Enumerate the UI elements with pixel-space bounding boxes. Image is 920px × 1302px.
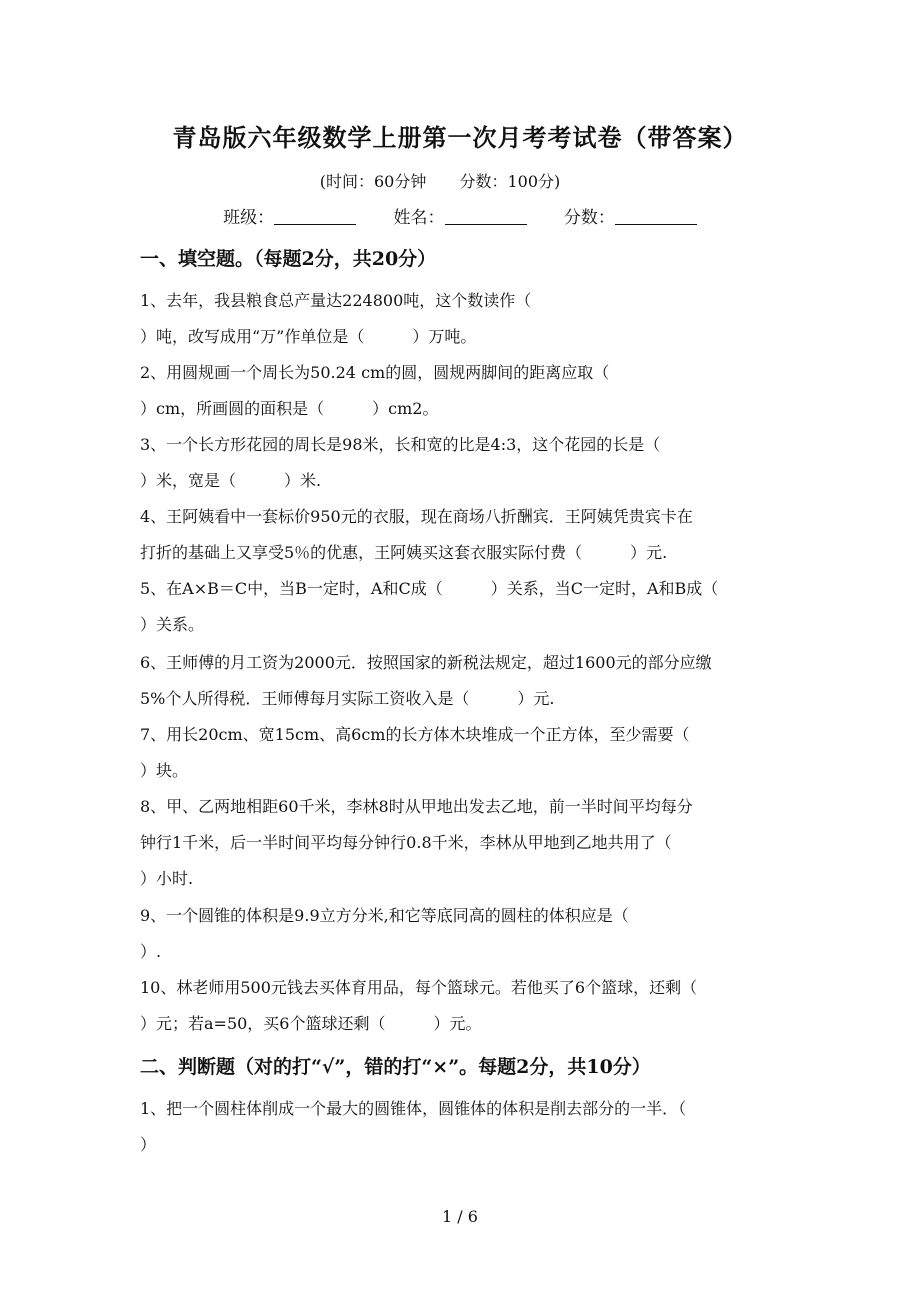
question-line: 9、一个圆锥的体积是9.9立方分米,和它等底同高的圆柱的体积应是（ <box>140 906 629 925</box>
name-field <box>394 203 527 228</box>
question-line: ）吨，改写成用“万”作单位是（ ）万吨。 <box>140 327 477 346</box>
class-label: 班级： <box>223 208 275 228</box>
question-line: 打折的基础上又享受5％的优惠，王阿姨买这套衣服实际付费（ ）元. <box>140 543 668 562</box>
score-info: 分数：100分) <box>459 172 561 191</box>
question-line: 7、用长20cm、宽15cm、高6cm的长方体木块堆成一个正方体，至少需要（ <box>140 725 690 744</box>
question-line: 钟行1千米，后一半时间平均每分钟行0.8千米，李林从甲地到乙地共用了（ <box>140 833 672 852</box>
question-line: 1、去年，我县粮食总产量达224800吨，这个数读作（ <box>140 291 532 310</box>
time-info: (时间：60分钟 <box>319 172 427 191</box>
student-info-row <box>0 203 920 228</box>
score-label: 分数： <box>563 208 615 228</box>
name-label: 姓名： <box>393 208 445 228</box>
exam-title: 青岛版六年级数学上册第一次月考考试卷（带答案） <box>172 123 748 152</box>
section1-heading: 一、填空题。（每题2分，共20分） <box>140 248 437 270</box>
question-line: 2、用圆规画一个周长为50.24 cm的圆，圆规两脚间的距离应取（ <box>140 363 610 382</box>
question-line: 1、把一个圆柱体削成一个最大的圆锥体，圆锥体的体积是削去部分的一半．（ <box>140 1099 687 1118</box>
question-line: ） <box>140 1135 157 1154</box>
exam-subtitle <box>0 169 880 192</box>
class-field <box>223 203 356 228</box>
question-line: ）元；若a=50，买6个篮球还剩（ ）元。 <box>140 1014 482 1033</box>
question-line: 5、在A×B＝C中，当B一定时，A和C成（ ）关系，当C一定时，A和B成（ <box>140 579 719 598</box>
question-line: ）块。 <box>140 761 189 780</box>
question-line: ）小时. <box>140 869 194 888</box>
question-line: ）cm，所画圆的面积是（ ）cm2。 <box>140 399 439 418</box>
class-blank <box>274 210 356 225</box>
question-line: ）关系。 <box>140 615 205 634</box>
question-line: 8、甲、乙两地相距60千米，李林8时从甲地出发去乙地，前一半时间平均每分 <box>140 797 693 816</box>
question-line: ）米，宽是（ ）米. <box>140 471 322 490</box>
question-line: 4、王阿姨看中一套标价950元的衣服，现在商场八折酬宾．王阿姨凭贵宾卡在 <box>140 507 693 526</box>
question-line: ）. <box>140 942 162 961</box>
question-line: 3、一个长方形花园的周长是98米，长和宽的比是4:3，这个花园的长是（ <box>140 435 661 454</box>
score-blank <box>615 210 697 225</box>
score-field <box>564 203 697 228</box>
question-line: 10、林老师用500元钱去买体育用品，每个篮球元。若他买了6个篮球，还剩（ <box>140 978 698 997</box>
question-line: 6、王师傅的月工资为2000元．按照国家的新税法规定，超过1600元的部分应缴 <box>140 653 712 672</box>
section2-heading: 二、判断题（对的打“√”，错的打“×”。每题2分，共10分） <box>140 1056 651 1078</box>
name-blank <box>445 210 527 225</box>
question-line: 5%个人所得税．王师傅每月实际工资收入是（ ）元. <box>140 689 555 708</box>
page-number: 1 / 6 <box>442 1207 478 1226</box>
